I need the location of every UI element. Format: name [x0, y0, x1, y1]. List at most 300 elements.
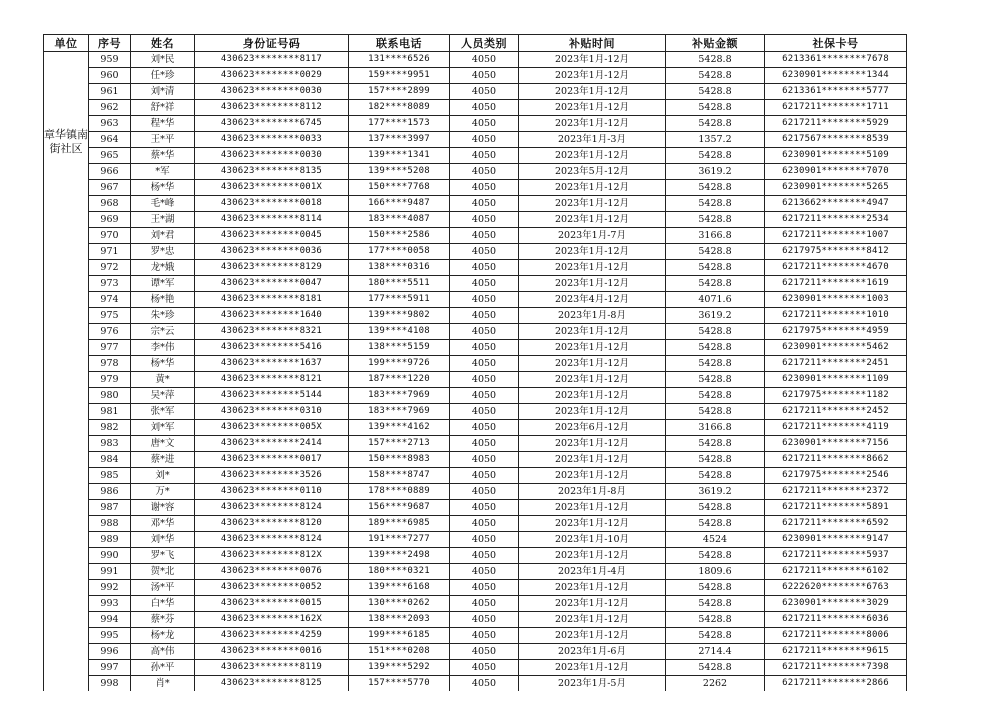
cell-index: 969 [89, 212, 131, 228]
cell-category: 4050 [450, 84, 519, 100]
cell-subsidy-amount: 5428.8 [666, 148, 765, 164]
cell-phone: 138****5159 [349, 340, 450, 356]
cell-category: 4050 [450, 180, 519, 196]
cell-subsidy-period: 2023年1月-12月 [519, 68, 666, 84]
cell-phone: 157****2713 [349, 436, 450, 452]
cell-subsidy-amount: 5428.8 [666, 324, 765, 340]
cell-index: 991 [89, 564, 131, 580]
header-index: 序号 [89, 35, 131, 52]
table-row [44, 388, 907, 404]
cell-name: 舒*祥 [131, 100, 195, 116]
cell-name: 宗*云 [131, 324, 195, 340]
cell-subsidy-period: 2023年1月-12月 [519, 596, 666, 612]
table-row [44, 84, 907, 100]
cell-phone: 180****5511 [349, 276, 450, 292]
cell-subsidy-amount: 5428.8 [666, 596, 765, 612]
cell-phone: 157****2899 [349, 84, 450, 100]
cell-category: 4050 [450, 308, 519, 324]
cell-id-number: 430623********4259 [195, 628, 349, 644]
cell-social-card: 6217211********1007 [765, 228, 907, 244]
table-row [44, 132, 907, 148]
cell-social-card: 6217975********4959 [765, 324, 907, 340]
cell-id-number: 430623********1640 [195, 308, 349, 324]
cell-subsidy-amount: 3619.2 [666, 484, 765, 500]
cell-index: 992 [89, 580, 131, 596]
table-row [44, 100, 907, 116]
cell-id-number: 430623********1637 [195, 356, 349, 372]
cell-social-card: 6230901********1109 [765, 372, 907, 388]
cell-phone: 139****5208 [349, 164, 450, 180]
table-row [44, 660, 907, 676]
cell-id-number: 430623********0047 [195, 276, 349, 292]
cell-phone: 156****9687 [349, 500, 450, 516]
cell-phone: 177****0058 [349, 244, 450, 260]
cell-name: 张*军 [131, 404, 195, 420]
cell-id-number: 430623********0018 [195, 196, 349, 212]
cell-id-number: 430623********0033 [195, 132, 349, 148]
cell-category: 4050 [450, 436, 519, 452]
cell-index: 982 [89, 420, 131, 436]
cell-social-card: 6217211********5891 [765, 500, 907, 516]
cell-name: 高*伟 [131, 644, 195, 660]
cell-category: 4050 [450, 276, 519, 292]
header-id-number: 身份证号码 [195, 35, 349, 52]
cell-phone: 178****0889 [349, 484, 450, 500]
cell-id-number: 430623********0036 [195, 244, 349, 260]
cell-name: 刘*军 [131, 420, 195, 436]
cell-id-number: 430623********0045 [195, 228, 349, 244]
cell-phone: 157****5770 [349, 676, 450, 692]
cell-id-number: 430623********8135 [195, 164, 349, 180]
cell-subsidy-amount: 5428.8 [666, 628, 765, 644]
cell-subsidy-period: 2023年4月-12月 [519, 292, 666, 308]
cell-phone: 138****0316 [349, 260, 450, 276]
cell-subsidy-period: 2023年1月-12月 [519, 516, 666, 532]
cell-name: 杨*龙 [131, 628, 195, 644]
cell-id-number: 430623********8181 [195, 292, 349, 308]
cell-subsidy-period: 2023年1月-12月 [519, 436, 666, 452]
cell-index: 976 [89, 324, 131, 340]
table-row [44, 596, 907, 612]
cell-subsidy-amount: 5428.8 [666, 52, 765, 68]
cell-name: 贺*北 [131, 564, 195, 580]
cell-subsidy-period: 2023年1月-12月 [519, 580, 666, 596]
cell-index: 971 [89, 244, 131, 260]
cell-name: 蔡*华 [131, 148, 195, 164]
cell-index: 975 [89, 308, 131, 324]
cell-subsidy-period: 2023年1月-7月 [519, 228, 666, 244]
table-row [44, 148, 907, 164]
cell-name: 黄* [131, 372, 195, 388]
cell-social-card: 6230901********5265 [765, 180, 907, 196]
cell-social-card: 6217211********8662 [765, 452, 907, 468]
cell-phone: 180****0321 [349, 564, 450, 580]
cell-category: 4050 [450, 292, 519, 308]
table-row [44, 420, 907, 436]
cell-id-number: 430623********8119 [195, 660, 349, 676]
cell-id-number: 430623********5416 [195, 340, 349, 356]
cell-index: 986 [89, 484, 131, 500]
cell-category: 4050 [450, 100, 519, 116]
table-row [44, 404, 907, 420]
cell-subsidy-period: 2023年1月-12月 [519, 388, 666, 404]
cell-index: 964 [89, 132, 131, 148]
cell-category: 4050 [450, 644, 519, 660]
cell-phone: 158****8747 [349, 468, 450, 484]
cell-subsidy-period: 2023年5月-12月 [519, 164, 666, 180]
table-row [44, 164, 907, 180]
cell-subsidy-period: 2023年1月-4月 [519, 564, 666, 580]
cell-social-card: 6217211********2372 [765, 484, 907, 500]
cell-subsidy-amount: 5428.8 [666, 404, 765, 420]
cell-name: 杨*华 [131, 180, 195, 196]
cell-name: 李*伟 [131, 340, 195, 356]
table-row [44, 676, 907, 692]
cell-index: 984 [89, 452, 131, 468]
table-row [44, 580, 907, 596]
cell-subsidy-amount: 5428.8 [666, 548, 765, 564]
table-row [44, 180, 907, 196]
cell-subsidy-amount: 5428.8 [666, 500, 765, 516]
cell-phone: 199****9726 [349, 356, 450, 372]
cell-social-card: 6213361********5777 [765, 84, 907, 100]
cell-subsidy-amount: 5428.8 [666, 196, 765, 212]
header-row [44, 35, 907, 52]
cell-name: 罗*忠 [131, 244, 195, 260]
cell-category: 4050 [450, 404, 519, 420]
table-row [44, 116, 907, 132]
cell-category: 4050 [450, 324, 519, 340]
table-row [44, 324, 907, 340]
cell-id-number: 430623********162X [195, 612, 349, 628]
cell-phone: 159****9951 [349, 68, 450, 84]
cell-subsidy-amount: 1357.2 [666, 132, 765, 148]
cell-subsidy-amount: 3619.2 [666, 164, 765, 180]
cell-category: 4050 [450, 356, 519, 372]
cell-subsidy-amount: 3166.8 [666, 228, 765, 244]
cell-subsidy-amount: 1809.6 [666, 564, 765, 580]
table-row [44, 340, 907, 356]
cell-category: 4050 [450, 388, 519, 404]
cell-subsidy-period: 2023年1月-12月 [519, 180, 666, 196]
cell-social-card: 6217211********6592 [765, 516, 907, 532]
cell-subsidy-period: 2023年1月-3月 [519, 132, 666, 148]
table-row [44, 356, 907, 372]
cell-subsidy-period: 2023年1月-12月 [519, 452, 666, 468]
cell-name: 邓*华 [131, 516, 195, 532]
cell-index: 985 [89, 468, 131, 484]
cell-social-card: 6230901********5462 [765, 340, 907, 356]
cell-phone: 138****2093 [349, 612, 450, 628]
cell-id-number: 430623********8321 [195, 324, 349, 340]
cell-subsidy-period: 2023年1月-12月 [519, 116, 666, 132]
cell-id-number: 430623********0310 [195, 404, 349, 420]
cell-category: 4050 [450, 372, 519, 388]
cell-index: 978 [89, 356, 131, 372]
cell-social-card: 6217211********2866 [765, 676, 907, 692]
table-row [44, 452, 907, 468]
cell-phone: 182****8089 [349, 100, 450, 116]
cell-phone: 139****1341 [349, 148, 450, 164]
table-row [44, 436, 907, 452]
cell-social-card: 6217211********6036 [765, 612, 907, 628]
cell-social-card: 6213361********7678 [765, 52, 907, 68]
cell-index: 967 [89, 180, 131, 196]
cell-id-number: 430623********0017 [195, 452, 349, 468]
table-row [44, 308, 907, 324]
cell-subsidy-period: 2023年1月-12月 [519, 404, 666, 420]
cell-id-number: 430623********0110 [195, 484, 349, 500]
cell-phone: 131****6526 [349, 52, 450, 68]
cell-name: *军 [131, 164, 195, 180]
cell-category: 4050 [450, 340, 519, 356]
header-phone: 联系电话 [349, 35, 450, 52]
cell-subsidy-amount: 4071.6 [666, 292, 765, 308]
cell-phone: 150****7768 [349, 180, 450, 196]
cell-phone: 139****4162 [349, 420, 450, 436]
cell-category: 4050 [450, 116, 519, 132]
cell-name: 谭*军 [131, 276, 195, 292]
cell-social-card: 6217211********1711 [765, 100, 907, 116]
cell-phone: 187****1220 [349, 372, 450, 388]
cell-social-card: 6230901********7070 [765, 164, 907, 180]
cell-name: 刘*华 [131, 532, 195, 548]
cell-name: 王*平 [131, 132, 195, 148]
cell-subsidy-period: 2023年1月-5月 [519, 676, 666, 692]
cell-id-number: 430623********8124 [195, 500, 349, 516]
cell-social-card: 6217211********4119 [765, 420, 907, 436]
cell-phone: 139****9802 [349, 308, 450, 324]
cell-social-card: 6217975********2546 [765, 468, 907, 484]
header-name: 姓名 [131, 35, 195, 52]
cell-subsidy-period: 2023年1月-12月 [519, 628, 666, 644]
header-social-card: 社保卡号 [765, 35, 907, 52]
header-unit: 单位 [44, 35, 89, 52]
cell-index: 998 [89, 676, 131, 692]
cell-subsidy-period: 2023年1月-12月 [519, 612, 666, 628]
cell-id-number: 430623********8129 [195, 260, 349, 276]
cell-subsidy-amount: 4524 [666, 532, 765, 548]
cell-subsidy-period: 2023年1月-12月 [519, 468, 666, 484]
cell-subsidy-period: 2023年1月-12月 [519, 52, 666, 68]
cell-phone: 150****2586 [349, 228, 450, 244]
cell-name: 杨*艳 [131, 292, 195, 308]
cell-phone: 130****0262 [349, 596, 450, 612]
cell-id-number: 430623********8125 [195, 676, 349, 692]
cell-name: 吴*萍 [131, 388, 195, 404]
cell-name: 王*湖 [131, 212, 195, 228]
table-row [44, 532, 907, 548]
cell-name: 杨*华 [131, 356, 195, 372]
cell-index: 965 [89, 148, 131, 164]
cell-id-number: 430623********0016 [195, 644, 349, 660]
cell-subsidy-amount: 5428.8 [666, 68, 765, 84]
cell-index: 960 [89, 68, 131, 84]
cell-index: 974 [89, 292, 131, 308]
cell-social-card: 6217211********8006 [765, 628, 907, 644]
cell-subsidy-amount: 5428.8 [666, 356, 765, 372]
cell-subsidy-amount: 3619.2 [666, 308, 765, 324]
cell-subsidy-amount: 5428.8 [666, 100, 765, 116]
cell-social-card: 6217211********7398 [765, 660, 907, 676]
cell-id-number: 430623********0030 [195, 148, 349, 164]
table-row [44, 228, 907, 244]
cell-subsidy-period: 2023年1月-6月 [519, 644, 666, 660]
cell-category: 4050 [450, 676, 519, 692]
cell-name: 毛*峰 [131, 196, 195, 212]
cell-subsidy-period: 2023年1月-12月 [519, 260, 666, 276]
cell-index: 961 [89, 84, 131, 100]
cell-index: 966 [89, 164, 131, 180]
cell-name: 刘*民 [131, 52, 195, 68]
cell-subsidy-period: 2023年1月-12月 [519, 244, 666, 260]
subsidy-table [43, 34, 907, 691]
table-row [44, 516, 907, 532]
cell-index: 977 [89, 340, 131, 356]
cell-social-card: 6217567********8539 [765, 132, 907, 148]
table-row [44, 628, 907, 644]
cell-index: 973 [89, 276, 131, 292]
cell-id-number: 430623********0030 [195, 84, 349, 100]
cell-social-card: 6230901********9147 [765, 532, 907, 548]
cell-subsidy-amount: 5428.8 [666, 276, 765, 292]
cell-id-number: 430623********8120 [195, 516, 349, 532]
table-row [44, 68, 907, 84]
cell-subsidy-amount: 5428.8 [666, 116, 765, 132]
cell-social-card: 6217211********2452 [765, 404, 907, 420]
cell-id-number: 430623********2414 [195, 436, 349, 452]
cell-id-number: 430623********8124 [195, 532, 349, 548]
cell-social-card: 6230901********1344 [765, 68, 907, 84]
cell-subsidy-period: 2023年1月-12月 [519, 212, 666, 228]
cell-name: 白*华 [131, 596, 195, 612]
cell-id-number: 430623********8112 [195, 100, 349, 116]
cell-subsidy-amount: 5428.8 [666, 436, 765, 452]
cell-category: 4050 [450, 212, 519, 228]
cell-id-number: 430623********001X [195, 180, 349, 196]
cell-social-card: 6217211********2534 [765, 212, 907, 228]
cell-id-number: 430623********3526 [195, 468, 349, 484]
cell-category: 4050 [450, 580, 519, 596]
cell-social-card: 6217211********5937 [765, 548, 907, 564]
cell-index: 968 [89, 196, 131, 212]
table-row [44, 612, 907, 628]
cell-subsidy-amount: 5428.8 [666, 612, 765, 628]
table-row [44, 644, 907, 660]
cell-subsidy-amount: 5428.8 [666, 84, 765, 100]
cell-subsidy-period: 2023年1月-12月 [519, 324, 666, 340]
cell-category: 4050 [450, 452, 519, 468]
cell-name: 刘* [131, 468, 195, 484]
cell-index: 963 [89, 116, 131, 132]
cell-category: 4050 [450, 500, 519, 516]
cell-social-card: 6217211********9615 [765, 644, 907, 660]
cell-category: 4050 [450, 548, 519, 564]
cell-phone: 199****6185 [349, 628, 450, 644]
cell-social-card: 6230901********3029 [765, 596, 907, 612]
cell-subsidy-period: 2023年1月-12月 [519, 372, 666, 388]
cell-id-number: 430623********8121 [195, 372, 349, 388]
cell-id-number: 430623********6745 [195, 116, 349, 132]
cell-subsidy-period: 2023年1月-12月 [519, 84, 666, 100]
cell-phone: 177****5911 [349, 292, 450, 308]
table-row [44, 484, 907, 500]
cell-name: 肖* [131, 676, 195, 692]
cell-index: 981 [89, 404, 131, 420]
cell-name: 罗*飞 [131, 548, 195, 564]
cell-category: 4050 [450, 596, 519, 612]
cell-social-card: 6217211********5929 [765, 116, 907, 132]
cell-subsidy-amount: 5428.8 [666, 340, 765, 356]
cell-social-card: 6230901********1003 [765, 292, 907, 308]
cell-social-card: 6217975********1182 [765, 388, 907, 404]
cell-phone: 166****9487 [349, 196, 450, 212]
cell-subsidy-period: 2023年1月-12月 [519, 660, 666, 676]
table-row [44, 196, 907, 212]
cell-category: 4050 [450, 516, 519, 532]
cell-subsidy-period: 2023年1月-8月 [519, 308, 666, 324]
cell-subsidy-period: 2023年1月-12月 [519, 196, 666, 212]
cell-category: 4050 [450, 132, 519, 148]
cell-social-card: 6217975********8412 [765, 244, 907, 260]
cell-category: 4050 [450, 52, 519, 68]
cell-subsidy-amount: 5428.8 [666, 388, 765, 404]
cell-index: 983 [89, 436, 131, 452]
cell-id-number: 430623********0076 [195, 564, 349, 580]
cell-phone: 139****5292 [349, 660, 450, 676]
cell-social-card: 6217211********6102 [765, 564, 907, 580]
cell-subsidy-amount: 5428.8 [666, 372, 765, 388]
cell-index: 997 [89, 660, 131, 676]
cell-category: 4050 [450, 468, 519, 484]
table-row [44, 468, 907, 484]
cell-subsidy-amount: 5428.8 [666, 580, 765, 596]
cell-subsidy-amount: 5428.8 [666, 468, 765, 484]
cell-subsidy-amount: 5428.8 [666, 660, 765, 676]
cell-subsidy-amount: 5428.8 [666, 516, 765, 532]
cell-subsidy-amount: 5428.8 [666, 180, 765, 196]
cell-phone: 139****2498 [349, 548, 450, 564]
cell-subsidy-period: 2023年1月-12月 [519, 500, 666, 516]
cell-index: 990 [89, 548, 131, 564]
cell-name: 刘*君 [131, 228, 195, 244]
cell-category: 4050 [450, 228, 519, 244]
cell-name: 任*珍 [131, 68, 195, 84]
cell-index: 994 [89, 612, 131, 628]
cell-index: 959 [89, 52, 131, 68]
cell-id-number: 430623********5144 [195, 388, 349, 404]
cell-name: 朱*珍 [131, 308, 195, 324]
cell-phone: 183****7969 [349, 388, 450, 404]
cell-index: 979 [89, 372, 131, 388]
cell-social-card: 6217211********2451 [765, 356, 907, 372]
cell-phone: 139****4108 [349, 324, 450, 340]
cell-category: 4050 [450, 612, 519, 628]
cell-subsidy-period: 2023年1月-12月 [519, 276, 666, 292]
cell-name: 刘*清 [131, 84, 195, 100]
cell-category: 4050 [450, 660, 519, 676]
cell-id-number: 430623********0015 [195, 596, 349, 612]
cell-phone: 177****1573 [349, 116, 450, 132]
cell-subsidy-period: 2023年1月-12月 [519, 148, 666, 164]
cell-social-card: 6213662********4947 [765, 196, 907, 212]
cell-id-number: 430623********005X [195, 420, 349, 436]
cell-name: 孙*平 [131, 660, 195, 676]
cell-id-number: 430623********8117 [195, 52, 349, 68]
cell-social-card: 6230901********5109 [765, 148, 907, 164]
table-row [44, 244, 907, 260]
cell-index: 972 [89, 260, 131, 276]
